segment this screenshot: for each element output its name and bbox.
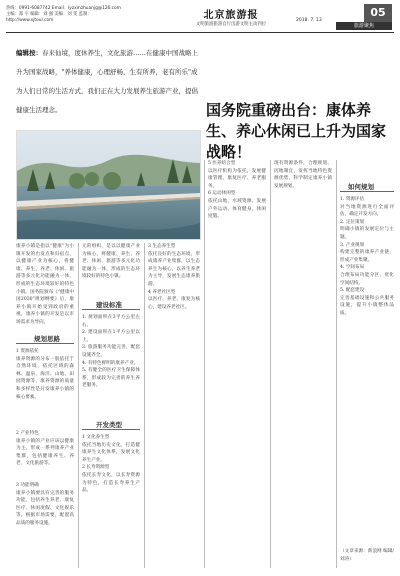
col1-function: 3 功能明确 康养小镇要具有完善的服务功能，包括养生养老、康复医疗、休闲度假、文化娱乐等。根据市场需要，配置高品质的服务设施。	[16, 483, 74, 526]
editor-note	[16, 40, 202, 114]
article-source: （文章来源：新浪网 编辑/刘涛）	[340, 549, 394, 562]
col1-resource: 1 资源依托 康养资源的分布一般依托于自然环境，依托区域的森林、温泉、海洋、山地、田园资源等，康养资源的质量和多样性是开发康养小镇的核心要素。	[16, 349, 74, 400]
section-rule	[82, 309, 140, 310]
col3-bottom: 5 医养结合型 以医疗机构为依托，发展健康管理、康复医疗、养老服务。 6 运动休闲型 依托山地、水域资源，发展户外运动、体育健身、休闲度假。	[208, 161, 266, 220]
editor-note-label: 编辑按：	[16, 49, 42, 57]
column-divider	[270, 160, 271, 568]
contact-line-1: 热线：0991-6087742 Email：lyzxmzhuanjg@126.com	[6, 6, 121, 11]
column-divider	[78, 243, 79, 568]
section-title-how: 如何规划	[348, 183, 374, 191]
col3-eco: 3 生态养生型 依托良好的生态环境，形成康养产业集群，以生态养生为核心，以养生养老为主导，发展生态康养旅游。 4 养老社区型 以医疗、养老、康复为核心，建设养老社区。	[148, 244, 200, 310]
col2-development: 1 文化养生型 依托当地历史文化，打造健康养生文化体系，发展文化养生产业。 2 长寿资源型 依托长寿文化，以长寿资源为特色，打造长寿养生产品。	[82, 435, 140, 494]
newspaper-slogan: 文明旅游旅游自行出游文明主动到位	[195, 22, 267, 27]
editor-note-text: 春来仙境，度休养生，文化旅游……在健康中国战略上升为国家战略，"养体健康，心理舒畅，生有所养，老有所乐"成为人们日常的生活方式，我们正在大力发展养生旅游产业，提倡健康生活理念。	[16, 49, 198, 114]
photo-resort	[16, 130, 201, 240]
section-tag: 旅游聚焦	[336, 22, 392, 30]
masthead	[6, 4, 394, 32]
section-rule	[16, 343, 74, 344]
column-divider	[336, 160, 337, 568]
newspaper-logo: 北京旅游报	[203, 10, 259, 21]
newspaper-logo-block	[156, 6, 306, 27]
col2-intro: 元的组织，是以以健康产业为核心，将健康、养生、养老、休闲、旅游等多元化功能融为一体，形成的生态环境较好的特色小镇。	[82, 244, 140, 280]
contact-info	[6, 6, 126, 24]
col1-intro: 康养小镇是指以"健康"为小镇开发的出发点和归宿点，以健康产业为核心，将健康、养生、养老、休闲、旅游等多元化功能融为一体，形成的生态环境较好的特色小镇。国务院颁布《"健康中国2030"规划纲要》后，康养小镇开始受到政府的重视，康养小镇的开发是以市场需求为导向。	[16, 244, 74, 325]
col4-intro: 现有资源条件，合理规划，因地制宜，发挥当地特色资源优势，科学制定康养小镇发展规划。	[274, 161, 332, 189]
issue-date: 2018. 7. 13	[296, 18, 322, 23]
page-number: 05	[364, 4, 392, 22]
col2-standard-list: 1. 规划面积在3平方公里左右。 2. 建设面积在1平方公里以上。 3. 旅游服务功能完善，配套设施齐全。 4. 有特色鲜明的康养产业。 5. 有健全的医疗卫生保障体系，形成较为完善的养生养老服务。	[82, 315, 140, 389]
col4-how-list: 1. 资源评估 对当地资源进行全面评估，确定开发方向。 2. 定位策划 明确小镇的发展定位与主题。 3. 产业规划 构建完整的康养产业链，形成产业集聚。 4. 空间布局 合理布局功能分区，优化空间结构。 5. 配套建设 完善基础设施和公共服务设施，提升小镇整体品质。	[340, 197, 394, 316]
section-rule	[82, 429, 140, 430]
contact-line-2: 主编：郑 宇 编辑：刘 强 美编：刘 雯 监制：http://www.xjtour.com	[6, 12, 92, 23]
section-title-standard: 建设标准	[96, 301, 122, 309]
col1-industry: 2 产业特色 康养小镇的产业应该以健康为主，形成一系列康养产业集群，包括健康养生、养老、文化旅游等。	[16, 431, 74, 467]
section-title-development: 开发类型	[96, 421, 122, 429]
header-rule	[6, 32, 394, 33]
headline: 国务院重磅出台：康体养生、养心休闲已上升为国家战略！	[206, 101, 387, 161]
column-divider	[204, 160, 205, 568]
photo-illustration	[17, 131, 200, 239]
section-rule	[340, 191, 394, 192]
column-divider	[144, 243, 145, 568]
section-title-planning: 规划思路	[34, 335, 60, 343]
